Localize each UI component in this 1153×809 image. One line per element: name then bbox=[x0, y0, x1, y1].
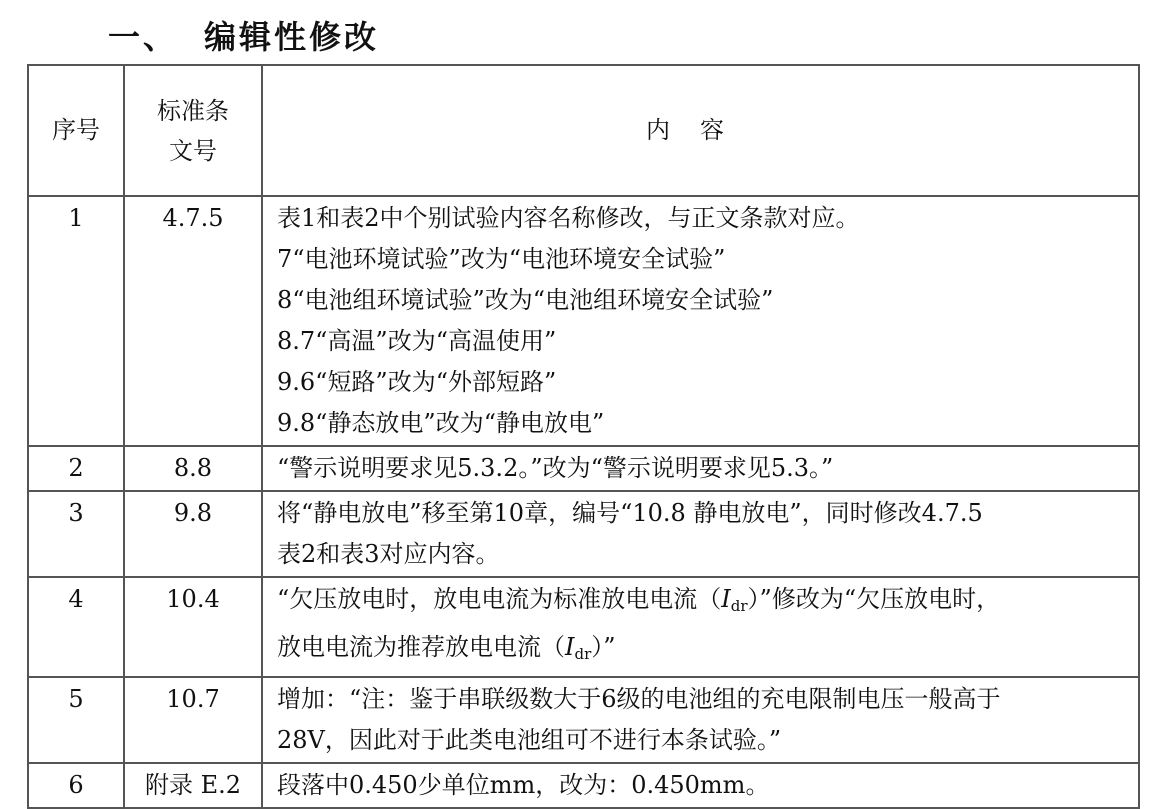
cell-seq: 2 bbox=[28, 446, 124, 491]
content-line: 表2和表3对应内容。 bbox=[277, 540, 500, 568]
content-line: 将“静电放电”移至第10章，编号“10.8 静电放电”，同时修改4.7.5 bbox=[277, 499, 983, 527]
table-row bbox=[28, 577, 1139, 677]
cell-content bbox=[262, 196, 1139, 446]
header-clause bbox=[124, 65, 262, 196]
header-seq: 序号 bbox=[28, 65, 124, 196]
cell-clause: 9.8 bbox=[124, 491, 262, 577]
text-segment: 放电电流为推荐放电电流（ bbox=[277, 633, 565, 661]
text-segment: ）”修改为“欠压放电时， bbox=[747, 585, 1001, 613]
content-line: 9.8“静态放电”改为“静电放电” bbox=[277, 409, 605, 437]
cell-seq: 4 bbox=[28, 577, 124, 677]
header-content-label: 内容 bbox=[646, 116, 754, 144]
cell-clause: 8.8 bbox=[124, 446, 262, 491]
content-line: 9.6“短路”改为“外部短路” bbox=[277, 368, 557, 396]
cell-seq: 1 bbox=[28, 196, 124, 446]
table-row bbox=[28, 491, 1139, 577]
content-line: 增加：“注：鉴于串联级数大于6级的电池组的充电限制电压一般高于 bbox=[277, 685, 1001, 713]
cell-content bbox=[262, 577, 1139, 677]
content-line bbox=[277, 627, 1137, 675]
text-segment: ）” bbox=[591, 633, 616, 661]
cell-content bbox=[262, 677, 1139, 763]
content-line: 8“电池组环境试验”改为“电池组环境安全试验” bbox=[277, 286, 774, 314]
table-header-row bbox=[28, 65, 1139, 196]
content-line: 表1和表2中个别试验内容名称修改，与正文条款对应。 bbox=[277, 204, 860, 232]
header-content bbox=[262, 65, 1139, 196]
section-title: 编辑性修改 bbox=[204, 18, 380, 56]
content-line: 8.7“高温”改为“高温使用” bbox=[277, 327, 557, 355]
cell-content bbox=[262, 446, 1139, 491]
cell-seq: 6 bbox=[28, 763, 124, 808]
cell-seq: 5 bbox=[28, 677, 124, 763]
cell-seq: 3 bbox=[28, 491, 124, 577]
table-row bbox=[28, 677, 1139, 763]
cell-clause: 10.7 bbox=[124, 677, 262, 763]
current-subscript: dr bbox=[574, 645, 592, 663]
text-segment: “欠压放电时，放电电流为标准放电电流（ bbox=[277, 585, 722, 613]
table-row bbox=[28, 196, 1139, 446]
cell-clause: 10.4 bbox=[124, 577, 262, 677]
section-heading bbox=[108, 12, 379, 58]
revision-table bbox=[27, 64, 1140, 809]
header-clause-line2: 文号 bbox=[169, 136, 217, 165]
section-number: 一、 bbox=[108, 18, 179, 56]
table-row bbox=[28, 763, 1139, 808]
header-clause-line1: 标准条 bbox=[157, 96, 229, 125]
current-symbol: I bbox=[721, 585, 731, 613]
content-line: “警示说明要求见5.3.2。”改为“警示说明要求见5.3。” bbox=[277, 454, 834, 482]
content-line: 段落中0.450少单位mm，改为：0.450mm。 bbox=[277, 771, 770, 799]
cell-content bbox=[262, 763, 1139, 808]
table-row bbox=[28, 446, 1139, 491]
cell-clause: 附录 E.2 bbox=[124, 763, 262, 808]
current-subscript: dr bbox=[730, 597, 748, 615]
cell-content bbox=[262, 491, 1139, 577]
content-line: 28V，因此对于此类电池组可不进行本条试验。” bbox=[277, 726, 782, 754]
content-line: 7“电池环境试验”改为“电池环境安全试验” bbox=[277, 245, 726, 273]
content-line bbox=[277, 579, 1137, 627]
cell-clause: 4.7.5 bbox=[124, 196, 262, 446]
current-symbol: I bbox=[565, 633, 575, 661]
